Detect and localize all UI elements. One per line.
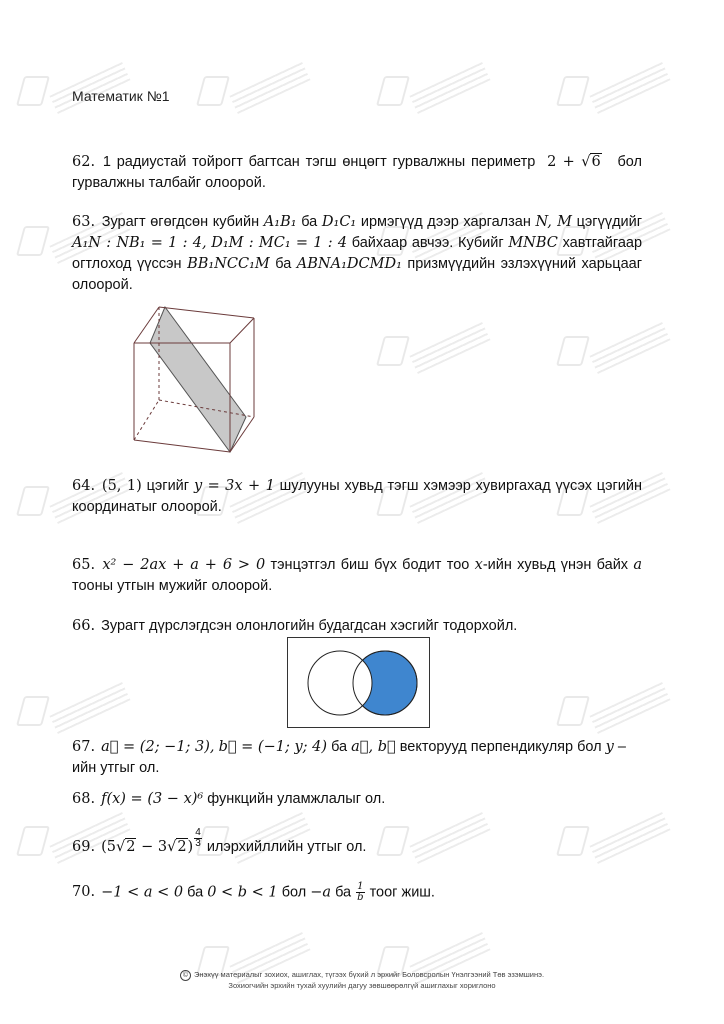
question-text: – ийн утгыг ол. [72,739,626,776]
math-points: N, M [535,214,572,230]
math-vector: b⃗ = (−1; y; 4) [218,739,328,755]
sqrt-radicand: 2 [177,839,187,855]
fraction-denominator: 3 [195,838,201,849]
watermark-logo [560,330,680,370]
page-title: Математик №1 [72,88,170,104]
question-text: Зурагт дүрслэгдсэн олонлогийн будагдсан хэсгийг тодорхойл. [101,618,518,634]
question-63 [72,212,642,296]
math-var: a [633,557,643,573]
question-number: 67. [72,739,96,755]
math-term: −a [310,884,332,901]
copyright-footer [0,970,724,991]
math-plane: MNBC [508,235,558,251]
question-text: ба [187,884,204,901]
question-64 [72,476,642,518]
math-vectors: a⃗, b⃗ [351,739,396,755]
math-prism: ABNA₁DCMD₁ [296,256,402,272]
question-62 [72,152,642,194]
math-segment: A₁B₁ [263,214,297,230]
fraction-denominator: b [357,892,364,903]
watermark-logo [380,70,500,110]
math-function: f(x) = (3 − x)⁶ [101,791,204,807]
question-text: илэрхийллийн утгыг ол. [206,839,367,855]
question-text: 1 радиустай тойрогт багтсан тэгш өнцөгт гурвалжны периметр [102,154,536,170]
question-number: 70. [72,884,96,901]
sqrt-radicand: 2 [126,839,136,855]
footer-line-2: Зохиогчийн эрхийн тухай хуулийн дагуу зөвшөөрөлгүй ашиглахыг хориглоно [228,981,496,990]
question-number: 69. [72,839,96,855]
question-number: 64. [72,478,96,494]
exponent-fraction [194,828,202,849]
question-69 [72,827,642,858]
question-text: бол [281,884,307,901]
question-text: ба [275,256,292,272]
math-var: y [605,739,614,755]
fraction-numerator: 1 [357,881,364,892]
watermark-logo [200,70,320,110]
watermark-logo [560,70,680,110]
question-70 [72,882,642,903]
math-var: x [474,557,483,573]
math-term: ) [187,839,194,855]
question-text: функцийн уламжлалыг ол. [207,791,386,807]
question-text: ирмэгүүд дээр харгалзан [360,214,531,230]
math-term: 2 + [547,154,582,170]
question-text: призмүүдийн эзлэхүүний харьцааг олоорой. [72,256,643,293]
question-66 [72,616,642,637]
question-text: тэнцэтгэл биш бүх бодит тоо [270,557,470,573]
cube-edge [230,318,254,343]
question-text: ба [335,884,352,901]
cube-figure [114,290,274,465]
question-text: ба [301,214,318,230]
question-text: байхаар авчээ. Кубийг [351,235,504,251]
watermark-logo [20,690,140,730]
math-point: (5, 1) [101,478,142,494]
venn-diagram [287,637,430,728]
section-plane [150,307,246,452]
math-ratio: A₁N : NB₁ = 1 : 4, [72,235,207,251]
math-inequality: x² − 2ax + a + 6 > 0 [102,557,266,573]
math-vector: a⃗ = (2; −1; 3), [101,739,215,755]
math-segment: D₁C₁ [321,214,357,230]
question-number: 65. [72,557,96,573]
copyright-icon: © [180,970,191,981]
math-expression: 2 + √6 [547,154,601,170]
math-condition: −1 < a < 0 [101,884,184,901]
cube-edge [134,440,230,452]
question-text: шулууны хувьд тэгш хэмээр хувиргахад үүсэх цэгийн координатыг олоорой. [72,478,643,515]
watermark-logo [560,690,680,730]
hidden-edge [134,400,159,440]
sqrt-radicand: 6 [591,154,601,170]
question-number: 66. [72,618,96,634]
math-ratio: D₁M : MC₁ = 1 : 4 [211,235,348,251]
question-text: тоог жиш. [369,884,435,901]
question-number: 68. [72,791,96,807]
question-65 [72,555,642,597]
math-prism: BB₁NCC₁M [187,256,270,272]
cube-edge [159,307,254,318]
footer-text: Энэхүү материалыг зохиох, ашиглах, түгээх бүхий л эрхийг Боловсролын Үнэлгээний Төв эзэмшинэ. [193,970,545,979]
question-text: -ийн хувьд үнэн байх [482,557,629,573]
question-text: тооны утгын мужийг олоорой. [72,578,273,594]
math-term: − 3 [136,839,168,855]
math-term: (5 [101,839,116,855]
question-text: ба [331,739,348,755]
math-expression: (5√2 − 3√2) [101,839,194,855]
question-text: цэгүүдийг [576,214,643,230]
question-number: 63. [72,214,96,230]
question-text: хавтгайгаар огтлоход үүссэн [72,235,643,272]
question-number: 62. [72,154,96,170]
watermark-logo [380,330,500,370]
question-67 [72,737,642,779]
math-condition: 0 < b < 1 [207,884,278,901]
question-text: бол гурвалжны талбайг олоорой. [72,154,642,191]
question-text: цэгийг [146,478,190,494]
math-line: y = 3x + 1 [193,478,275,494]
fraction-numerator: 4 [195,827,201,838]
footer-line-1 [0,970,724,981]
question-68 [72,789,642,810]
question-text: Зурагт өгөгдсөн кубийн [101,214,260,230]
math-fraction [356,882,364,903]
question-text: векторууд перпендикуляр бол [399,739,602,755]
